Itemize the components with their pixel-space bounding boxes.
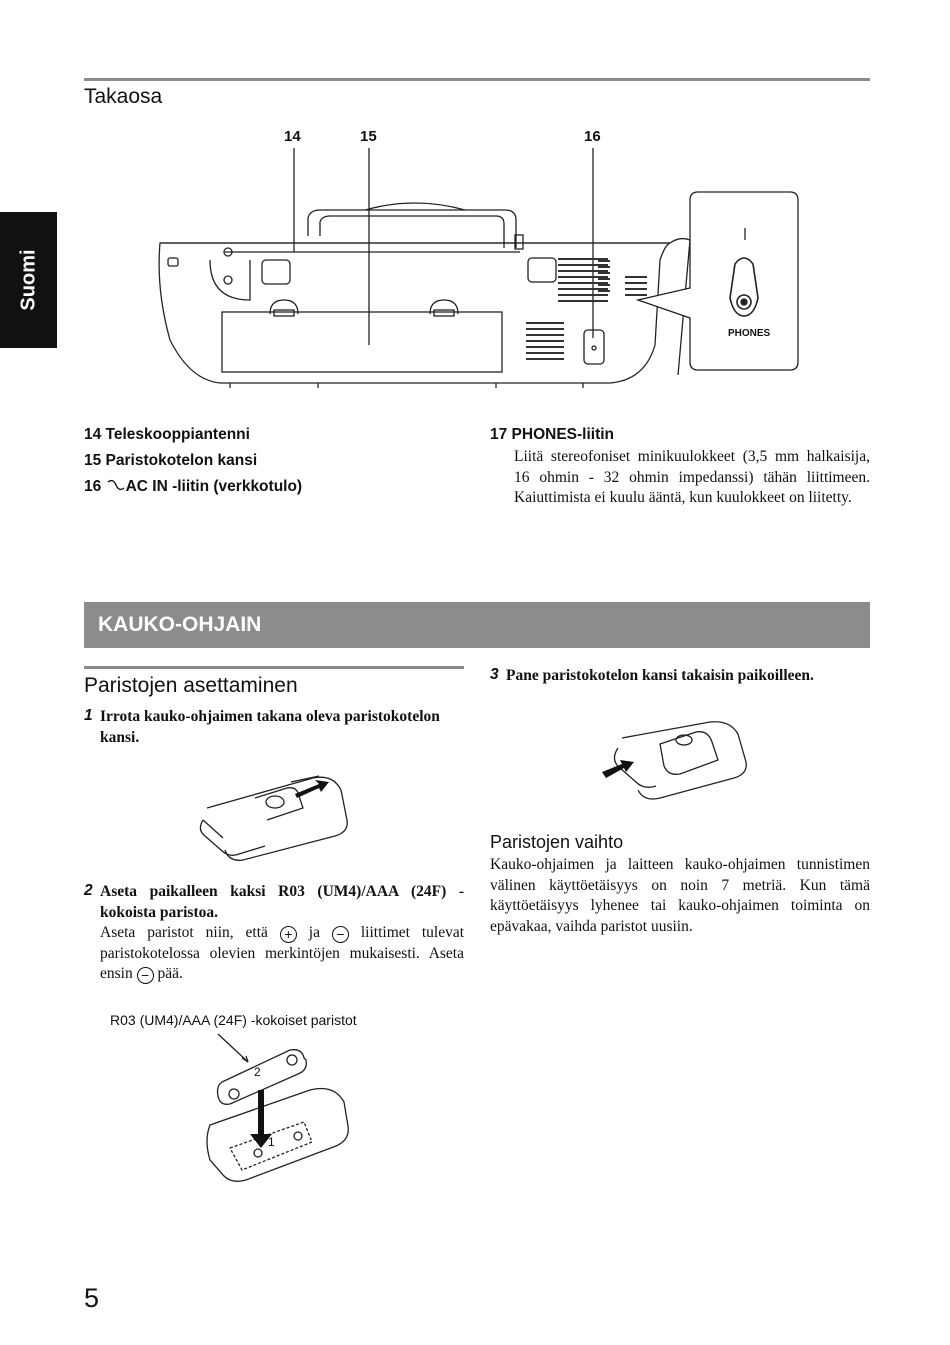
language-tab bbox=[0, 212, 57, 348]
phones-jack-label: PHONES bbox=[728, 328, 771, 339]
plus-terminal-icon: + bbox=[280, 926, 297, 943]
install-rule bbox=[84, 666, 464, 669]
step-2 bbox=[84, 882, 464, 985]
callout-16: 16 bbox=[584, 128, 601, 145]
item-15: 15 Paristokotelon kansi bbox=[84, 452, 258, 469]
rear-unit-illustration bbox=[150, 140, 810, 390]
phones-title: 17 PHONES-liitin bbox=[490, 426, 615, 443]
step-2-text-b: ja bbox=[308, 924, 320, 941]
step-2-text-a: Aseta paristot niin, että bbox=[100, 924, 268, 941]
step-3 bbox=[490, 666, 870, 687]
callout-14: 14 bbox=[284, 128, 301, 145]
ac-wave-icon bbox=[106, 479, 126, 491]
battery-label-2: 2 bbox=[254, 1065, 261, 1079]
battery-illustration bbox=[200, 1030, 360, 1190]
step-3-text: Pane paristokotelon kansi takaisin paikoilleen. bbox=[506, 667, 814, 684]
step-2-bold: Aseta paikalleen kaksi R03 (UM4)/AAA (24F) -kokoista paristoa. bbox=[100, 883, 464, 921]
replace-text: Kauko-ohjaimen ja laitteen kauko-ohjaimen tunnistimen välinen käyttöetäisyys on noin 7 metriä. Kun tämä käyttöetäisyys lyhenee tai kauko-ohjaimen toiminta on epävakaa, vaihda paristot uusiin. bbox=[490, 856, 870, 935]
remote-illustration-1 bbox=[195, 770, 355, 865]
rear-section-title: Takaosa bbox=[84, 85, 163, 108]
phones-text: Liitä stereofoniset minikuulokkeet (3,5 mm halkaisija, 16 ohmin - 32 ohmin impedanssi) tähän liittimeen. Kaiuttimista ei kuulu ääntä, kun kuulokkeet on liitetty. bbox=[514, 448, 870, 506]
battery-label-1: 1 bbox=[268, 1135, 275, 1149]
callout-15: 15 bbox=[360, 128, 377, 145]
top-rule bbox=[84, 78, 870, 81]
item-16-label: AC IN -liitin (verkkotulo) bbox=[125, 478, 303, 495]
item-14: 14 Teleskooppiantenni bbox=[84, 426, 250, 443]
minus-terminal-icon-2: − bbox=[137, 967, 154, 984]
battery-caption: R03 (UM4)/AAA (24F) -kokoiset paristot bbox=[110, 1012, 357, 1028]
remote-banner-label: KAUKO-OHJAIN bbox=[98, 613, 262, 636]
page-number: 5 bbox=[84, 1283, 100, 1313]
minus-terminal-icon: − bbox=[332, 926, 349, 943]
step-3-number: 3 bbox=[490, 666, 499, 683]
install-title: Paristojen asettaminen bbox=[84, 674, 298, 697]
item-16 bbox=[84, 478, 302, 496]
step-2-text-d: pää. bbox=[157, 965, 183, 982]
step-1 bbox=[84, 707, 464, 748]
remote-banner bbox=[84, 602, 870, 648]
remote-illustration-2 bbox=[600, 720, 760, 805]
step-1-number: 1 bbox=[84, 707, 93, 724]
item-16-number: 16 bbox=[84, 478, 106, 495]
step-2-number: 2 bbox=[84, 882, 93, 899]
language-tab-label: Suomi bbox=[17, 249, 39, 311]
step-1-text: Irrota kauko-ohjaimen takana oleva paristokotelon kansi. bbox=[100, 708, 440, 746]
step-2-text-c: liittimet tulevat paristokotelossa olevien merkintöjen mukaisesti. Aseta ensin bbox=[100, 924, 465, 982]
step-2-body bbox=[100, 923, 464, 985]
replace-title: Paristojen vaihto bbox=[490, 832, 624, 852]
